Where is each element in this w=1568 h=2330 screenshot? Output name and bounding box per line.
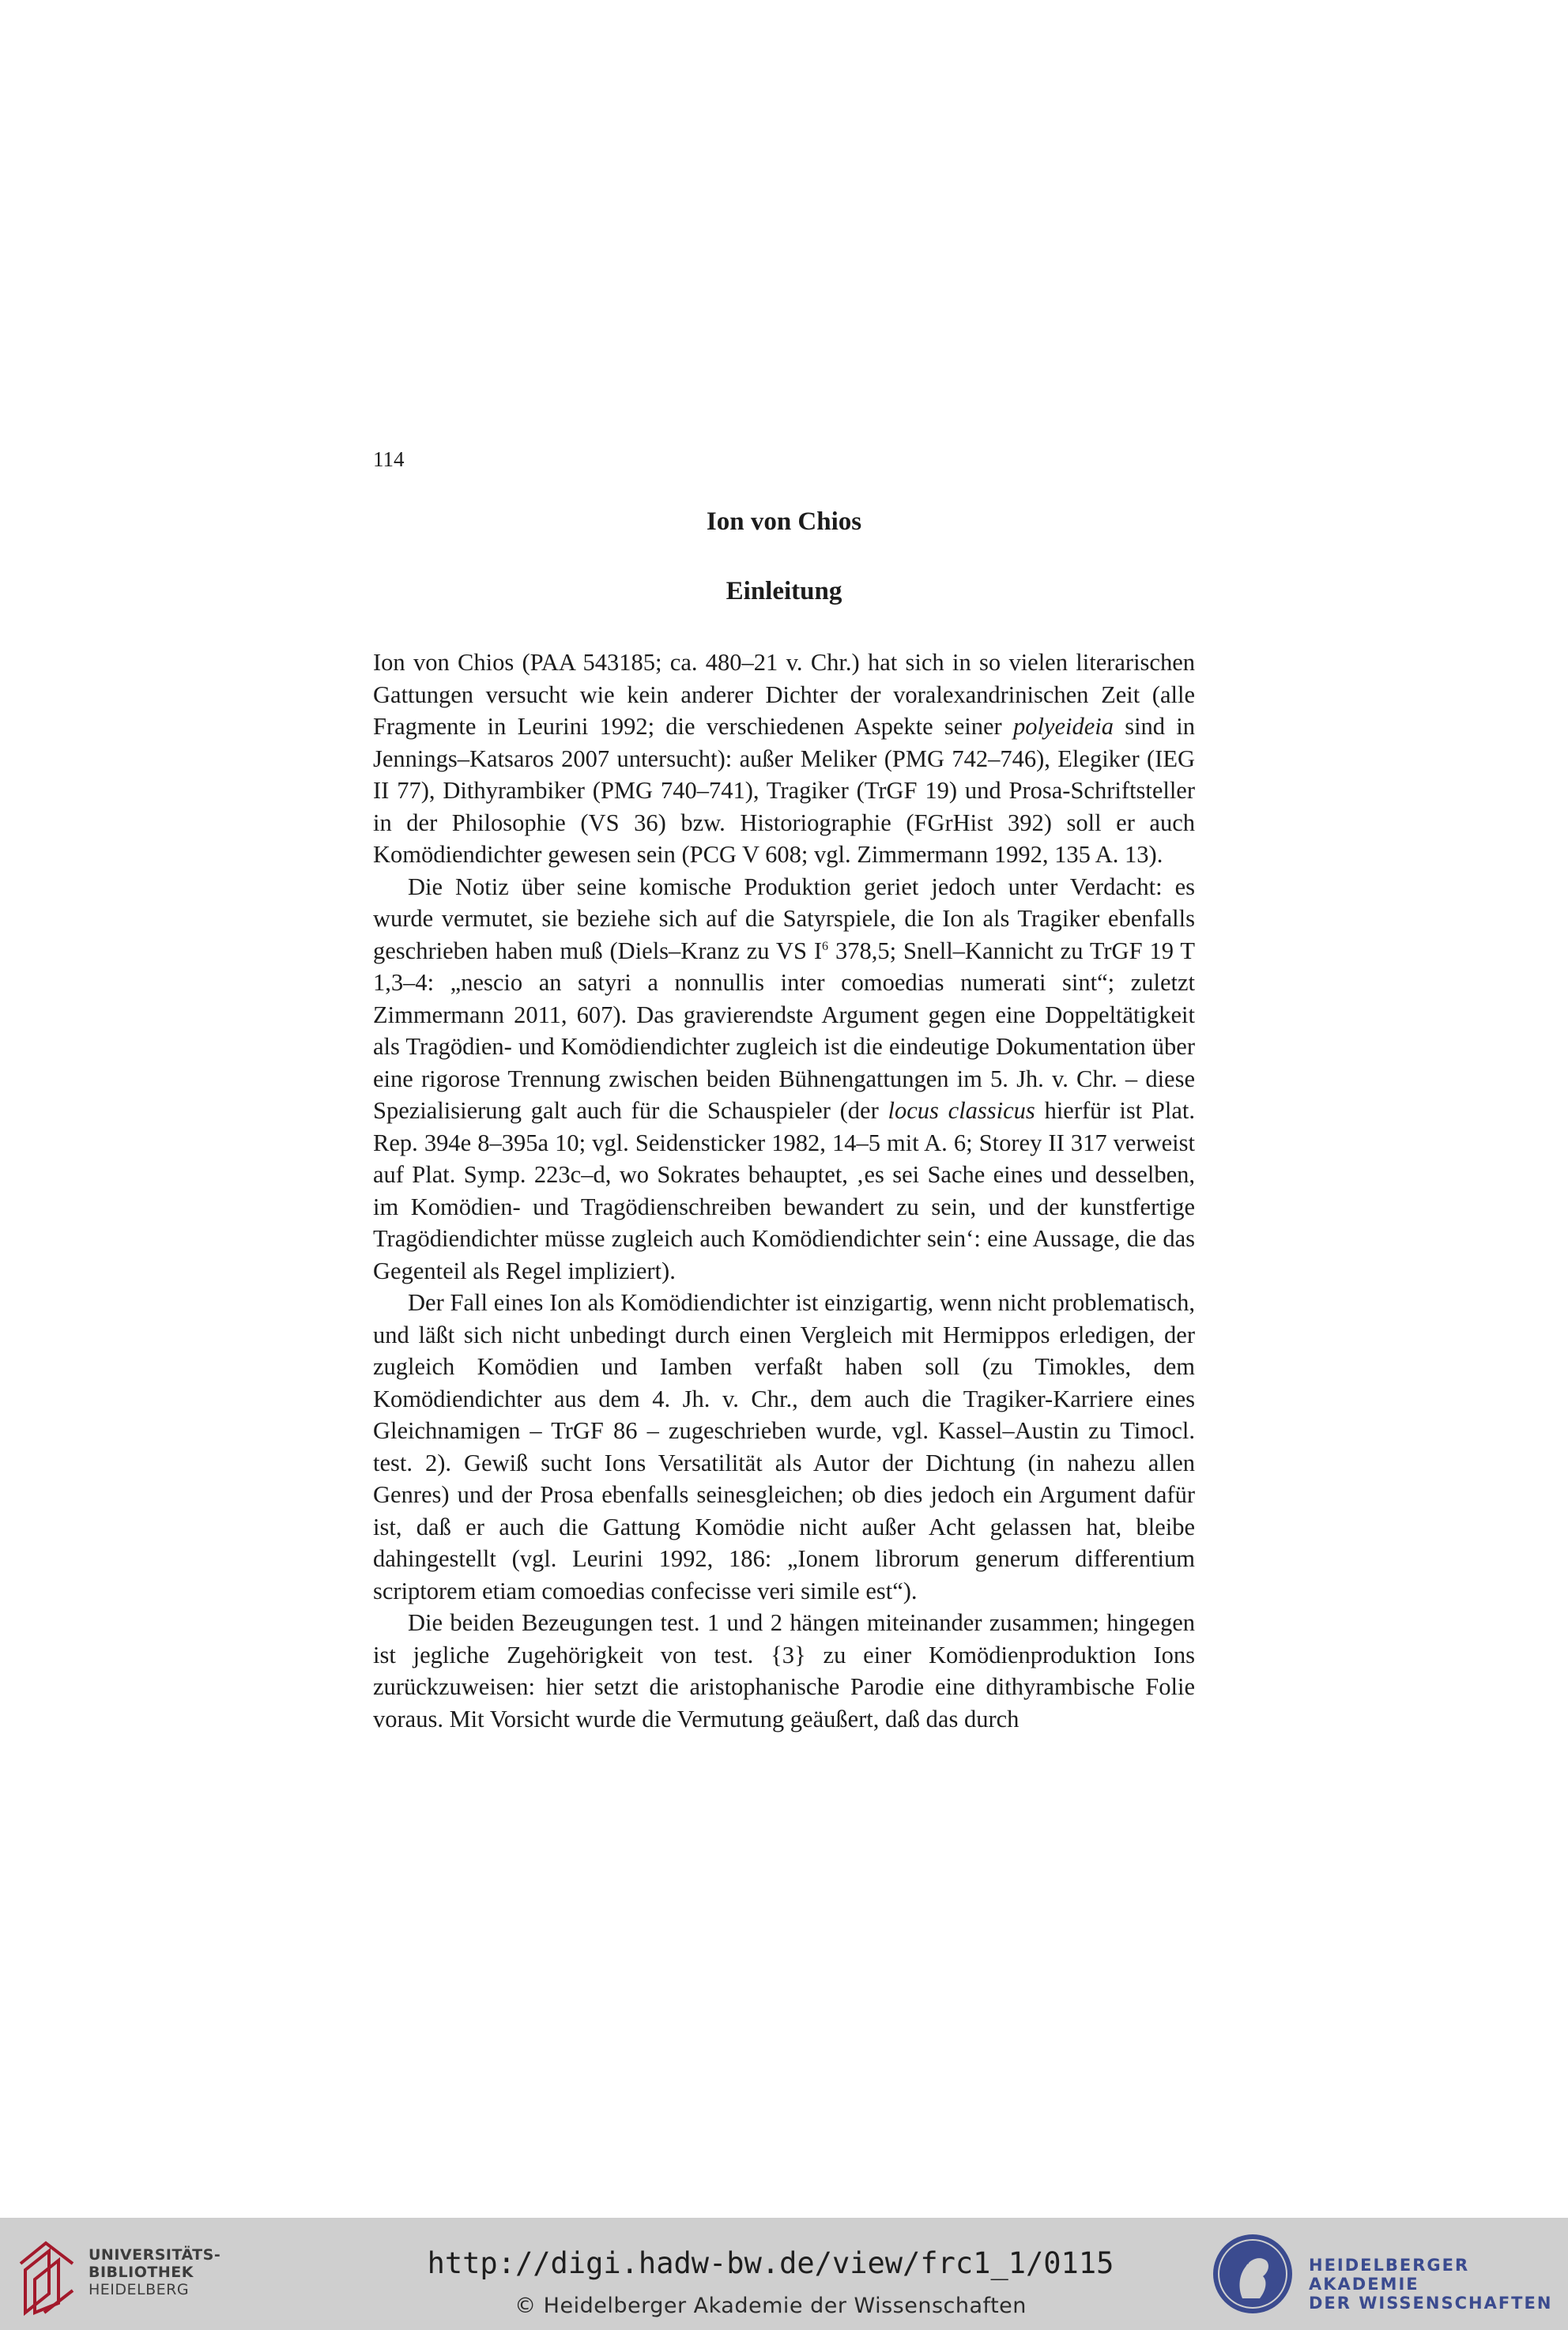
body-text (373, 647, 1195, 1735)
academy-seal-icon (1211, 2232, 1295, 2316)
paragraph-1-text-a: Ion von Chios (PAA 543185; ca. 480–21 v. Chr.) hat sich in so vielen literarischen Gattungen versucht wie kein anderer Dichter der voralexandrinischen Zeit (alle Fragmente in Leurini 1992; die verschiedenen Aspekte seiner (373, 649, 1195, 740)
library-line-3: HEIDELBERG (89, 2281, 190, 2298)
paragraph-2-text-a: Die Notiz über seine komische Produktion geriet jedoch unter Verdacht: es wurde vermutet, sie beziehe sich auf die Satyrspiele, die Ion als Tragiker ebenfalls geschrieben haben muß (Diels–Kranz zu VS I (373, 873, 1195, 964)
paragraph-2-text-c: hierfür ist Plat. Rep. 394e 8–395a 10; vgl. Seidensticker 1982, 14–5 mit A. 6; Storey II 317 verweist auf Plat. Symp. 223c–d, wo Sokrates behauptet, ‚es sei Sache eines und desselben, im Komödien- und Tragödienschreiben bewandert zu sein, und der kunstfertige Tragödiendichter müsse zugleich auch Komödiendichter sein‘: eine Aussage, die das Gegenteil als Regel impliziert). (373, 1097, 1196, 1284)
library-line-2: BIBLIOTHEK (89, 2264, 194, 2281)
edition-superscript: 6 (822, 939, 828, 953)
paragraph-3: Der Fall eines Ion als Komödiendichter ist einzigartig, wenn nicht problematisch, und läßt sich nicht unbedingt durch einen Vergleich mit Hermippos erledigen, der zugleich Komödien und Iamben verfaßt haben soll (zu Timokles, dem Komödiendichter aus dem 4. Jh. v. Chr., dem auch die Tragiker-Karriere eines Gleichnamigen – TrGF 86 – zugeschrieben wurde, vgl. Kassel–Austin zu Timocl. test. 2). Gewiß sucht Ions Versatilität als Autor der Dichtung (in nahezu allen Genres) und der Prosa ebenfalls seinesgleichen; ob dies jedoch ein Argument dafür ist, daß er auch die Gattung Komödie nicht außer Acht gelassen hat, bleibe dahingestellt (vgl. Leurini 1992, 186: „Ionem librorum generum differentium scriptorem etiam comoedias confecisse veri simile est“). (373, 1289, 1195, 1604)
page-number: 114 (373, 447, 405, 471)
academy-line-1: HEIDELBERGER AKADEMIE (1309, 2256, 1470, 2294)
paragraph-1-text-b: sind in Jennings–Katsaros 2007 untersucht): außer Meliker (PMG 742–746), Elegiker (IEG II 77), Dithyrambiker (PMG 740–741), Tragiker (TrGF 19) und Prosa-Schriftsteller in der Philosophie (VS 36) bzw. Historiographie (FGrHist 392) soll er auch Komödiendichter gewesen sein (PCG V 608; vgl. Zimmermann 1992, 135 A. 13). (373, 713, 1195, 868)
footer-bar (0, 2218, 1568, 2330)
source-url-link[interactable]: http://digi.hadw-bw.de/view/frc1_1/0115 (427, 2246, 1114, 2280)
paragraph-2-text-b: 378,5; Snell–Kannicht zu TrGF 19 T 1,3–4: „nescio an satyri a nonnullis inter comoedias numerati sint“; zuletzt Zimmermann 2011, 607). Das gravierendste Argument gegen eine Doppeltätigkeit als Tragödien- und Komödiendichter zugleich ist die eindeutige Dokumentation über eine rigorose Trennung zwischen beiden Bühnengattungen im 5. Jh. v. Chr. – diese Spezialisierung galt auch für die Schauspieler (der (373, 937, 1195, 1124)
copyright-notice: © Heidelberger Akademie der Wissenschaften (514, 2294, 1027, 2318)
paragraph-1-italic-term: polyeideia (1012, 713, 1114, 740)
paragraph-2 (373, 871, 1195, 1288)
paragraph-2-italic-term: locus classicus (888, 1097, 1035, 1124)
running-title: Ion von Chios (706, 507, 862, 536)
library-line-1: UNIVERSITÄTS- (89, 2246, 221, 2264)
paragraph-1 (373, 647, 1195, 871)
academy-name (1309, 2256, 1568, 2313)
academy-line-2: DER WISSENSCHAFTEN (1309, 2294, 1553, 2313)
paragraph-4: Die beiden Bezeugungen test. 1 und 2 hängen miteinander zusammen; hingegen ist jegliche Zugehörigkeit von test. {3} zu einer Komödienproduktion Ions zurückzuweisen: hier setzt die aristophanische Parodie eine dithyrambische Folie voraus. Mit Vorsicht wurde die Vermutung geäußert, daß das durch (373, 1609, 1195, 1732)
section-title: Einleitung (726, 577, 842, 605)
